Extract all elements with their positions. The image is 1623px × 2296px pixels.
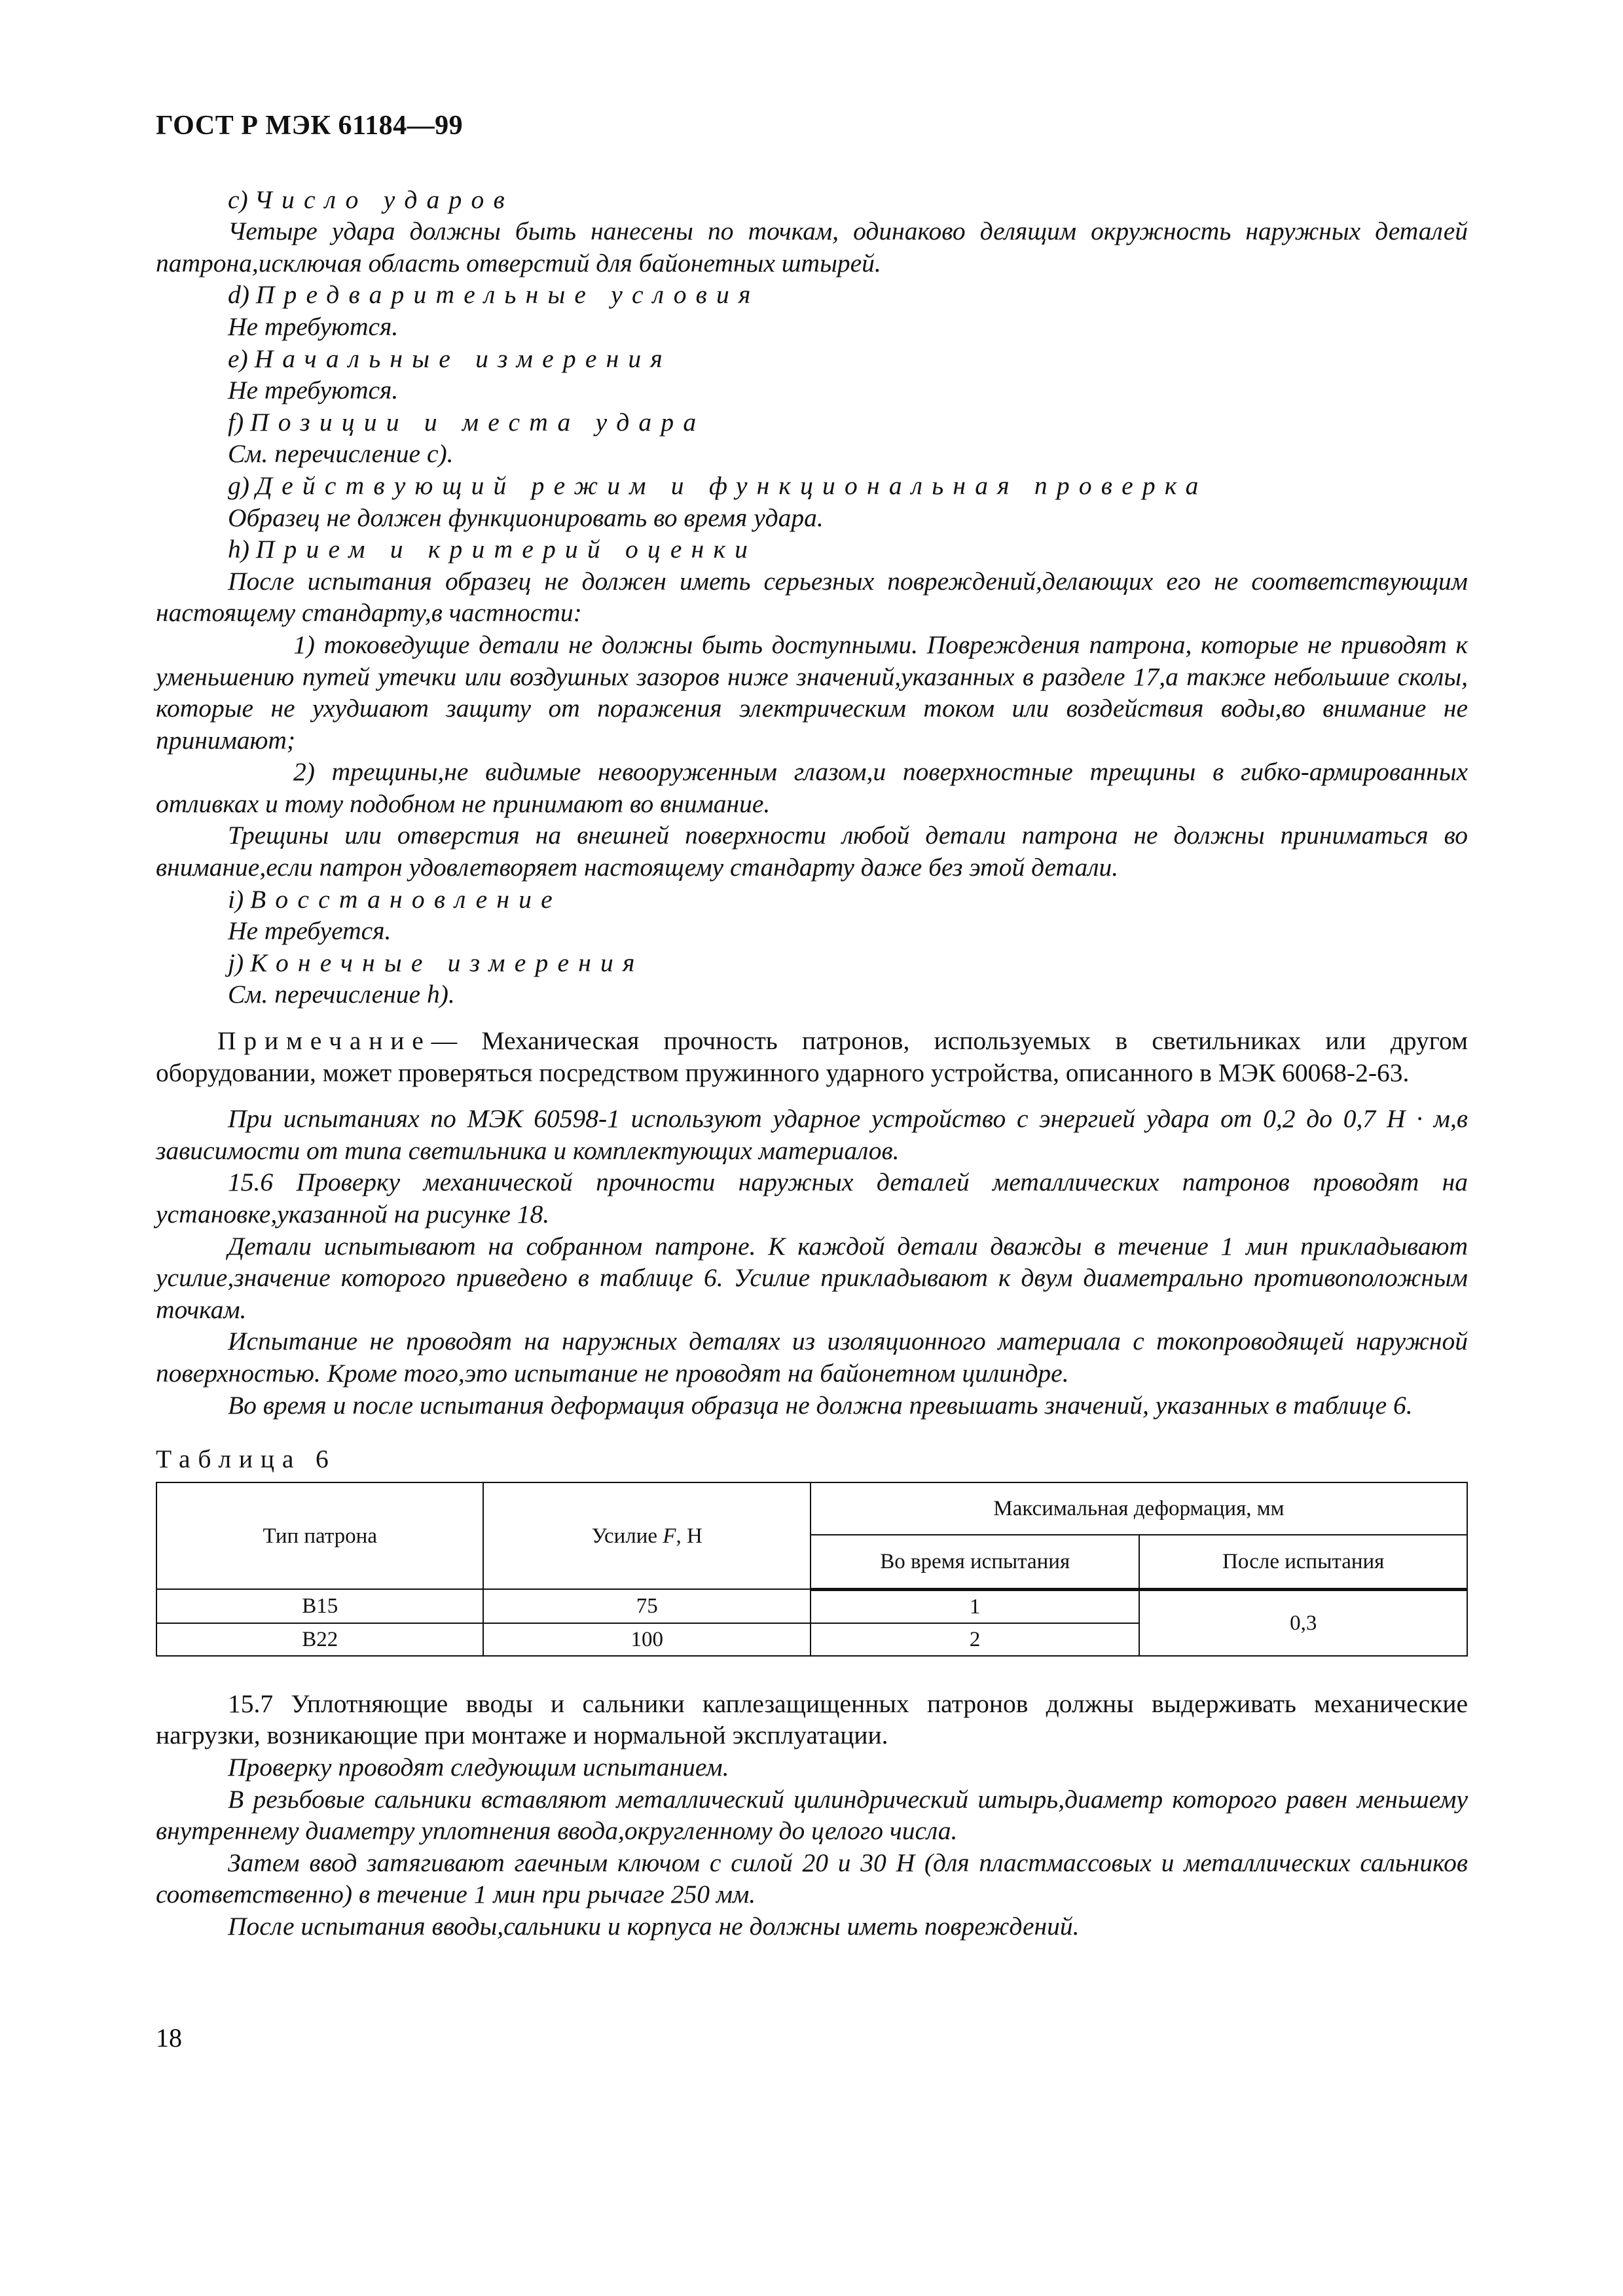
para-during: Во время и после испытания деформация образца не должна превышать значений, указанных в таблице 6.: [228, 1390, 1413, 1420]
item-heading: Число ударов: [254, 185, 514, 214]
page-number: 18: [156, 2023, 182, 2053]
item-h-heading: [156, 533, 1468, 565]
header-force: Усилие F, Н: [483, 1482, 810, 1590]
item-prefix: g): [228, 471, 249, 500]
cell-during: 2: [811, 1623, 1140, 1656]
item-d-heading: [156, 279, 1468, 311]
item-c-text: Четыре удара должны быть нанесены по точкам, одинаково делящим окружность наружных деталей патрона,исключая область отверстий для байонетных штырей.: [156, 217, 1468, 278]
note-text: — Механическая прочность патронов, используемых в светильниках или другом оборудовании, может проверяться посредством пружинного ударного устройства, описанного в МЭК 60068-2-63.: [156, 1026, 1468, 1087]
cell-during: 1: [811, 1589, 1140, 1623]
item-e-text: Не требуются.: [228, 376, 399, 405]
para-not-conducted: Испытание не проводят на наружных деталях из изоляционного материала с токопроводящей наружной поверхностью. Кроме того,это испытание не проводят на байонетном цилиндре.: [156, 1327, 1468, 1388]
item-h-sub2: 2) трещины,не видимые невооруженным глазом,и поверхностные трещины в гибко-армированных отливках и тому подобном не принимают во внимание.: [156, 757, 1468, 818]
para-tighten: Затем ввод затягивают гаечным ключом с силой 20 и 30 Н (для пластмассовых и металлических сальников соответственно) в течение 1 мин при рычаге 250 мм.: [156, 1848, 1468, 1909]
para-15-7: 15.7 Уплотняющие вводы и сальники каплезащищенных патронов должны выдерживать механические нагрузки, возникающие при монтаже и нормальной эксплуатации.: [156, 1689, 1468, 1750]
document-header: ГОСТ Р МЭК 61184—99: [156, 111, 464, 141]
note-paragraph: [156, 1025, 1468, 1088]
item-prefix: j): [228, 948, 244, 977]
header-after: После испытания: [1139, 1535, 1467, 1590]
item-d-text: Не требуются.: [228, 312, 399, 341]
item-e-heading: [156, 343, 1468, 375]
item-g-heading: [156, 470, 1468, 502]
items-c-h: [156, 184, 1468, 1011]
document-page: [156, 110, 1468, 1943]
item-prefix: c): [228, 185, 248, 214]
para-final: После испытания вводы,сальники и корпуса не должны иметь повреждений.: [228, 1911, 1080, 1941]
header-during: Во время испытания: [811, 1535, 1140, 1590]
item-heading: Начальные измерения: [254, 344, 672, 373]
note-label: Примечание: [217, 1026, 431, 1056]
cell-force: 75: [483, 1589, 810, 1623]
item-g-text: Образец не должен функционировать во время удара.: [228, 503, 824, 532]
para-thread: В резьбовые сальники вставляют металлический цилиндрический штырь,диаметр которого равен меньшему внутреннему диаметру уплотнения ввода,округленному до целого числа.: [156, 1784, 1468, 1846]
table-caption: Таблица 6: [156, 1444, 337, 1474]
item-f-text: См. перечисление с).: [228, 439, 454, 469]
item-j-text: См. перечисление h).: [228, 980, 455, 1009]
item-prefix: e): [228, 344, 248, 373]
para-60598: При испытаниях по МЭК 60598-1 используют ударное устройство с энергией удара от 0,2 до 0,7 Н · м,в зависимости от типа светильника и комплектующих материалов.: [156, 1104, 1468, 1165]
item-c-heading: [156, 184, 1468, 216]
item-i-text: Не требуется.: [228, 916, 392, 946]
item-heading: Восстановление: [250, 884, 562, 914]
para-15-6: 15.6 Проверку механической прочности наружных деталей металлических патронов проводят на установке,указанной на рисунке 18.: [156, 1168, 1468, 1229]
header-type: Тип патрона: [156, 1482, 483, 1590]
item-prefix: d): [228, 280, 249, 310]
item-h-sub1: 1) токоведущие детали не должны быть доступными. Повреждения патрона, которые не приводят к уменьшению путей утечки или воздушных зазоров ниже значений,указанных в разделе 17,а также небольшие сколы, которые не ухудшают защиту от поражения электрическим током или воздействия воды,во внимание не принимают;: [156, 630, 1468, 755]
item-heading: Позиции и места удара: [250, 407, 706, 437]
para-check: Проверку проводят следующим испытанием.: [228, 1752, 729, 1782]
cell-force: 100: [483, 1623, 810, 1656]
cell-type: B15: [156, 1589, 483, 1623]
item-h-text: После испытания образец не должен иметь серьезных повреждений,делающих его не соответствующим настоящему стандарту,в частности:: [156, 566, 1468, 628]
cell-after: 0,3: [1139, 1589, 1467, 1656]
table-6: [156, 1482, 1468, 1657]
para-details: Детали испытывают на собранном патроне. К каждой детали дважды в течение 1 мин прикладывают усилие,значение которого приведено в таблице 6. Усилие прикладывают к двум диаметрально противоположным точкам.: [156, 1231, 1468, 1324]
item-j-heading: [156, 947, 1468, 979]
item-h-tail: Трещины или отверстия на внешней поверхности любой детали патрона не должны приниматься во внимание,если патрон удовлетворяет настоящему стандарту даже без этой детали.: [156, 821, 1468, 882]
item-f-heading: [156, 406, 1468, 439]
item-heading: Действующий режим и функциональная проверка: [255, 471, 1208, 500]
item-prefix: h): [228, 535, 249, 564]
item-prefix: i): [228, 884, 244, 914]
item-i-heading: [156, 884, 1468, 916]
item-prefix: f): [228, 407, 244, 437]
item-heading: Прием и критерий оценки: [255, 535, 757, 564]
item-heading: Конечные измерения: [250, 948, 644, 977]
table-row: [156, 1589, 1467, 1623]
item-heading: Предварительные условия: [255, 280, 760, 310]
cell-type: B22: [156, 1623, 483, 1656]
header-deformation: Максимальная деформация, мм: [811, 1482, 1467, 1535]
